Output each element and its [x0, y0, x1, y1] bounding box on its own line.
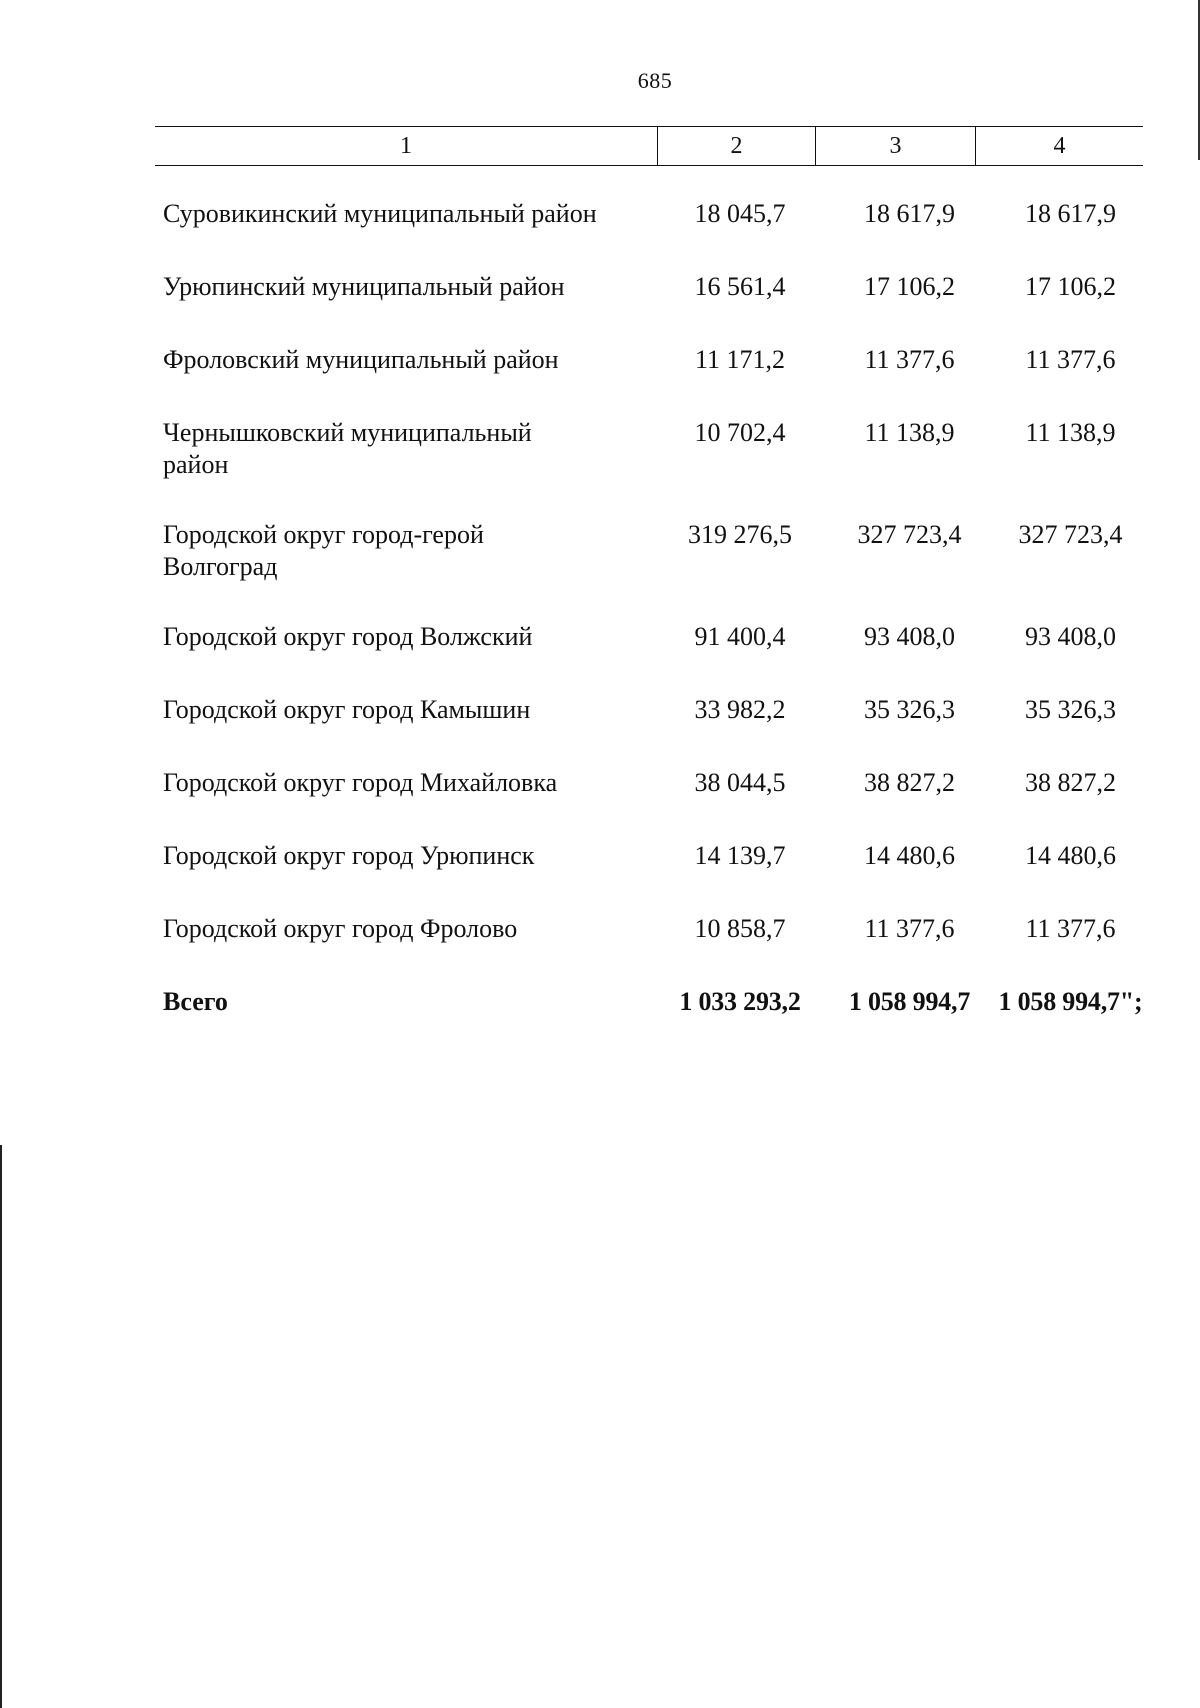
total-col-3: 1 058 994,7 — [848, 987, 971, 1016]
row-name: Фроловский муниципальный район — [163, 345, 559, 374]
row-col-3: 11 138,9 — [864, 418, 955, 447]
row-col-2: 91 400,4 — [694, 622, 786, 651]
table-row — [163, 519, 1153, 583]
row-col-2: 16 561,4 — [694, 272, 786, 301]
page-number: 685 — [637, 68, 673, 93]
table-row — [163, 767, 1153, 799]
row-col-2: 11 171,2 — [694, 345, 786, 374]
row-col-4: 17 106,2 — [1025, 272, 1116, 301]
table-row — [163, 344, 1153, 376]
table-row — [163, 198, 1153, 230]
row-col-4: 35 326,3 — [1025, 695, 1116, 724]
row-col-4: 11 377,6 — [1025, 914, 1116, 943]
row-col-2: 319 276,5 — [688, 520, 792, 549]
total-label: Всего — [163, 987, 228, 1016]
row-col-3: 327 723,4 — [857, 520, 962, 549]
row-name: Городской округ город Урюпинск — [163, 841, 535, 870]
row-col-2: 18 045,7 — [694, 199, 786, 228]
table-row — [163, 417, 1153, 481]
row-col-3: 11 377,6 — [864, 914, 955, 943]
row-name-line-1: Чернышковский муниципальный — [163, 418, 532, 447]
row-col-2: 14 139,7 — [694, 841, 786, 870]
scan-edge-left — [0, 1145, 2, 1708]
row-col-3: 35 326,3 — [864, 695, 955, 724]
table-row — [163, 840, 1153, 872]
total-col-4: 1 058 994,7"; — [998, 987, 1143, 1016]
table-row — [163, 694, 1153, 726]
row-name: Городской округ город Фролово — [163, 914, 518, 943]
table-row — [163, 271, 1153, 303]
row-col-2: 10 702,4 — [694, 418, 786, 447]
row-col-2: 10 858,7 — [694, 914, 786, 943]
table-row — [163, 913, 1153, 945]
row-col-4: 11 377,6 — [1025, 345, 1116, 374]
row-name-line-1: Городской округ город-герой — [163, 520, 484, 549]
row-name: Городской округ город Волжский — [163, 622, 533, 651]
row-name: Урюпинский муниципальный район — [163, 272, 565, 301]
table-row — [163, 621, 1153, 653]
row-col-4: 93 408,0 — [1025, 622, 1116, 651]
row-col-3: 17 106,2 — [864, 272, 955, 301]
header-col-2: 2 — [658, 127, 816, 165]
row-col-2: 38 044,5 — [694, 768, 786, 797]
table-total-row — [163, 986, 1153, 1018]
row-name: Городской округ город Михайловка — [163, 768, 558, 797]
row-col-2: 33 982,2 — [694, 695, 786, 724]
row-col-3: 18 617,9 — [864, 199, 955, 228]
row-col-3: 11 377,6 — [864, 345, 955, 374]
row-col-4: 327 723,4 — [1018, 520, 1123, 549]
row-name — [163, 417, 643, 481]
row-name — [163, 519, 643, 583]
table-body — [163, 198, 1153, 1018]
header-col-3: 3 — [816, 127, 976, 165]
row-col-3: 38 827,2 — [864, 768, 955, 797]
row-col-3: 93 408,0 — [864, 622, 955, 651]
total-col-2: 1 033 293,2 — [679, 987, 801, 1016]
header-col-4: 4 — [1053, 133, 1066, 159]
header-col-1: 1 — [155, 127, 658, 165]
row-name-line-2: район — [163, 450, 229, 479]
row-col-3: 14 480,6 — [864, 841, 955, 870]
row-col-4: 18 617,9 — [1025, 199, 1116, 228]
row-col-4: 11 138,9 — [1025, 418, 1116, 447]
row-col-4: 38 827,2 — [1025, 768, 1116, 797]
table-header — [155, 126, 1143, 166]
row-name: Суровикинский муниципальный район — [163, 199, 597, 228]
row-col-4: 14 480,6 — [1025, 841, 1116, 870]
row-name: Городской округ город Камышин — [163, 695, 531, 724]
row-name-line-2: Волгоград — [163, 552, 278, 581]
